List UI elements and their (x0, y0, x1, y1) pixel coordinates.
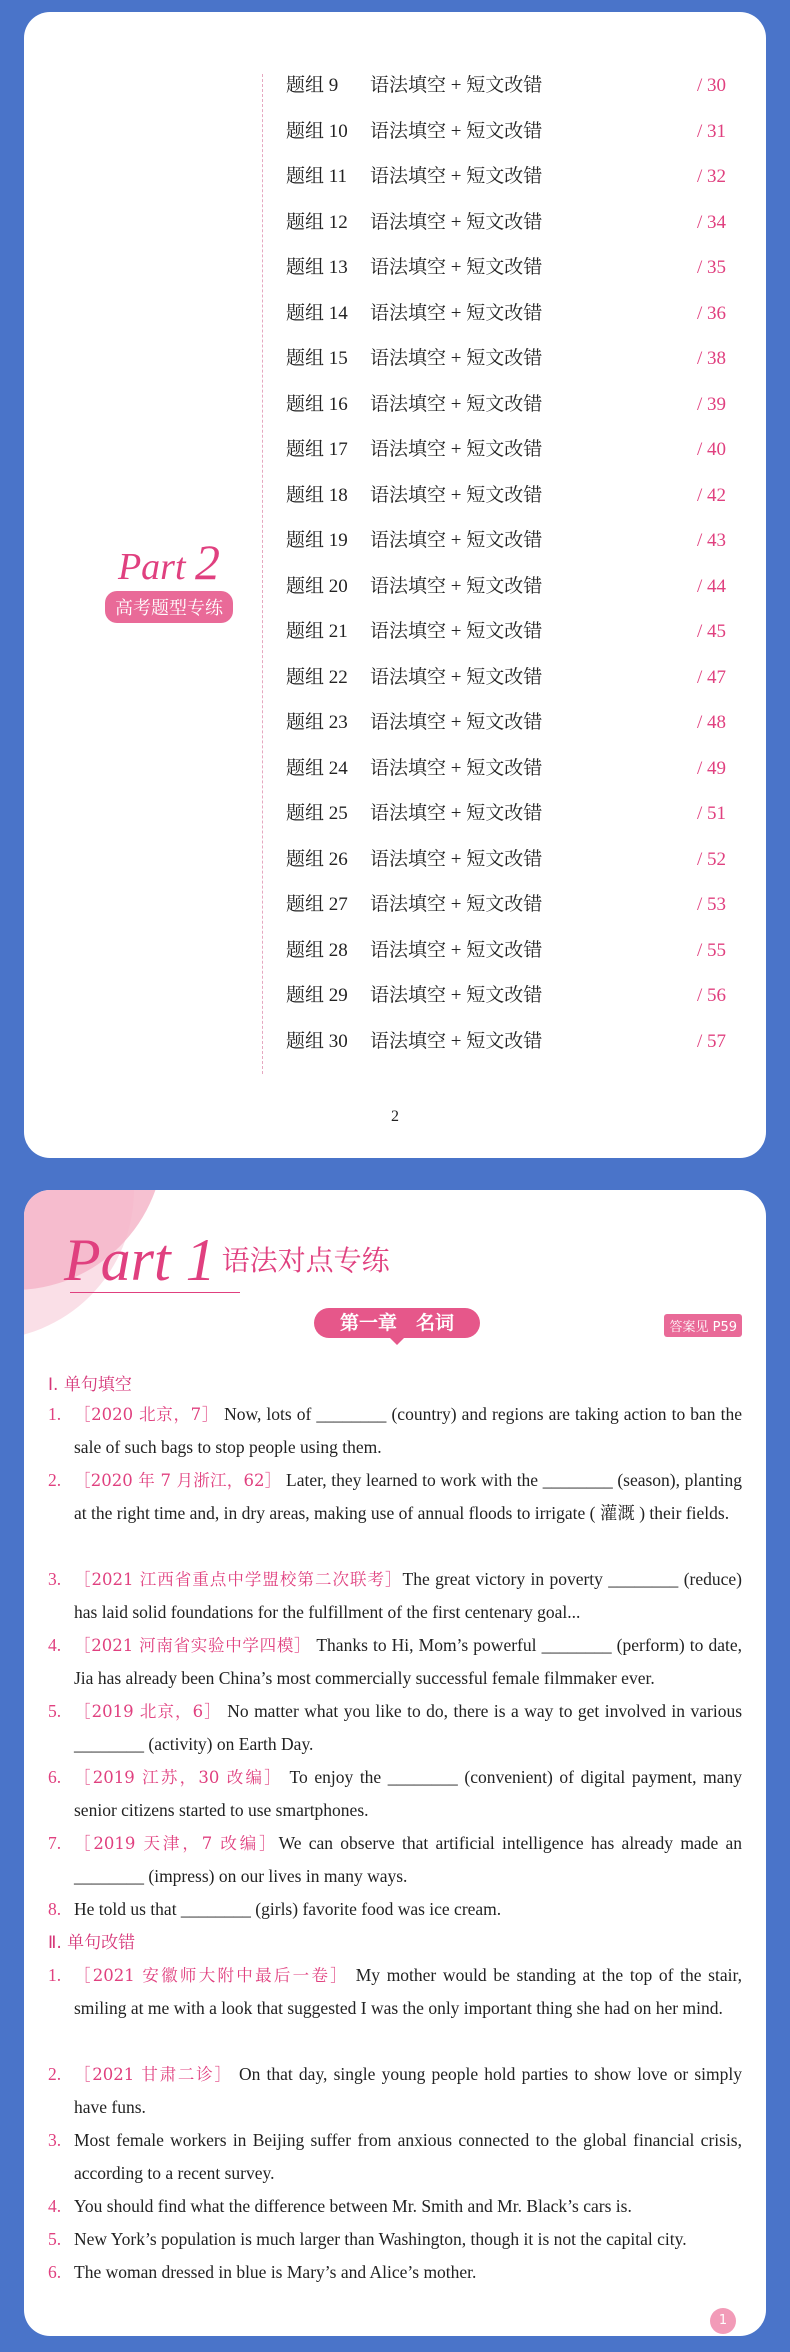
heading-rule (70, 1292, 240, 1293)
question-item (48, 2058, 742, 2124)
question-number: 5. (48, 1701, 62, 1721)
toc-id: 题组 30 (286, 1030, 348, 1052)
answer-reference: 答案见 P59 (664, 1314, 742, 1337)
question-body (74, 1761, 742, 1827)
toc-title: 语法填空 + 短文改错 (370, 985, 543, 1006)
question-number: 1. (48, 1965, 62, 1985)
toc-title: 语法填空 + 短文改错 (370, 393, 543, 415)
question-source: ［2019 北京，6］ (74, 1702, 222, 1721)
toc-id: 题组 17 (286, 439, 348, 460)
toc-id: 题组 10 (286, 120, 348, 142)
toc-title: 语法填空 + 短文改错 (370, 666, 543, 688)
toc-id: 题组 9 (286, 75, 339, 96)
toc-title: 语法填空 + 短文改错 (370, 75, 543, 96)
question-number: 4. (48, 1635, 62, 1655)
question-number: 7. (48, 1833, 62, 1853)
section-heading: Ⅰ. 单句填空 (48, 1375, 132, 1395)
toc-row[interactable] (286, 800, 726, 846)
toc-title: 语法填空 + 短文改错 (370, 439, 543, 460)
toc-page: / 52 (696, 848, 726, 870)
part2-badge (94, 534, 244, 623)
question-text: The great victory in poverty ________ (reduce) has laid solid foundations for the fulfillment of the first centenary goal... (74, 1569, 742, 1622)
toc-id: 题组 24 (286, 757, 348, 779)
question-number: 5. (48, 2229, 62, 2249)
toc-page: / 44 (696, 575, 726, 597)
question-body (74, 1464, 742, 1530)
question-body (74, 1893, 742, 1926)
question-item (48, 1893, 742, 1926)
toc-page: / 49 (696, 757, 726, 779)
toc-row[interactable] (286, 209, 726, 255)
toc-title: 语法填空 + 短文改错 (370, 166, 543, 187)
toc-row[interactable] (286, 573, 726, 619)
toc-row[interactable] (286, 755, 726, 801)
question-body (74, 2223, 742, 2256)
toc-row[interactable] (286, 664, 726, 710)
toc-row[interactable] (286, 937, 726, 983)
toc-id: 题组 29 (286, 985, 348, 1006)
toc-page: / 35 (696, 257, 726, 278)
toc-page: / 32 (696, 166, 726, 187)
toc-row[interactable] (286, 118, 726, 164)
toc-page: / 51 (696, 803, 726, 824)
toc-title: 语法填空 + 短文改错 (370, 894, 543, 915)
question-text: Now, lots of ________ (country) and regions are taking action to ban the sale of such bags to stop people using them. (74, 1404, 742, 1457)
chapter-banner: 第一章 名词 (314, 1308, 480, 1338)
toc-id: 题组 20 (286, 575, 348, 597)
toc-row[interactable] (286, 254, 726, 300)
question-item (48, 1761, 742, 1827)
toc-title: 语法填空 + 短文改错 (370, 484, 543, 506)
question-item (48, 1563, 742, 1629)
chapter-pointer (389, 1337, 405, 1345)
toc-page: / 38 (696, 348, 726, 369)
toc-page: / 56 (696, 985, 726, 1006)
toc-row[interactable] (286, 1028, 726, 1074)
question-item (48, 2223, 742, 2256)
question-source: ［2020 年 7 月浙江，62］ (74, 1471, 282, 1490)
toc-page: / 47 (696, 666, 726, 688)
toc-title: 语法填空 + 短文改错 (370, 348, 543, 369)
toc-page: / 53 (696, 894, 726, 915)
question-text: Most female workers in Beijing suffer from anxious connected to the global financial crisis, according to a recent survey. (74, 2130, 742, 2183)
toc-id: 题组 16 (286, 393, 348, 415)
toc-row[interactable] (286, 891, 726, 937)
question-text: The woman dressed in blue is Mary’s and Alice’s mother. (74, 2262, 477, 2282)
toc-row[interactable] (286, 982, 726, 1028)
toc-title: 语法填空 + 短文改错 (370, 848, 543, 870)
toc-title: 语法填空 + 短文改错 (370, 211, 543, 233)
toc-row[interactable] (286, 527, 726, 573)
toc-page: / 57 (696, 1030, 726, 1052)
toc-title: 语法填空 + 短文改错 (370, 257, 543, 278)
question-number: 6. (48, 1767, 62, 1787)
toc-row[interactable] (286, 345, 726, 391)
question-number: 2. (48, 2064, 62, 2084)
toc-title: 语法填空 + 短文改错 (370, 621, 543, 642)
toc-id: 题组 26 (286, 848, 348, 870)
toc-id: 题组 25 (286, 803, 348, 824)
toc-id: 题组 27 (286, 894, 348, 915)
question-body (74, 1563, 742, 1629)
toc-title: 语法填空 + 短文改错 (370, 712, 543, 733)
question-text: Later, they learned to work with the ________ (season), planting at the right time and, in dry areas, making use of annual floods to irrigate ( 灌溉 ) their fields. (74, 1470, 742, 1523)
toc-row[interactable] (286, 300, 726, 346)
toc-page: / 48 (696, 712, 726, 733)
question-number: 2. (48, 1470, 62, 1490)
question-source: ［2021 江西省重点中学盟校第二次联考］ (74, 1570, 403, 1589)
part2-subtitle: 高考题型专练 (105, 591, 233, 623)
toc-page: / 30 (696, 75, 726, 96)
toc-id: 题组 13 (286, 257, 348, 278)
toc-row[interactable] (286, 391, 726, 437)
section-heading: Ⅱ. 单句改错 (48, 1933, 136, 1953)
toc-id: 题组 22 (286, 666, 348, 688)
toc-id: 题组 15 (286, 348, 348, 369)
page-number: 2 (391, 1108, 399, 1125)
toc-list (286, 72, 726, 1073)
question-body (74, 2058, 742, 2124)
question-text: You should find what the difference between Mr. Smith and Mr. Black’s cars is. (74, 2196, 632, 2216)
question-body (74, 1629, 742, 1695)
toc-row[interactable] (286, 163, 726, 209)
toc-divider (262, 74, 263, 1074)
toc-row[interactable] (286, 482, 726, 528)
toc-title: 语法填空 + 短文改错 (370, 1030, 543, 1052)
toc-page: / 43 (696, 530, 726, 551)
toc-id: 题组 18 (286, 484, 348, 506)
question-number: 1. (48, 1404, 62, 1424)
question-number: 6. (48, 2262, 62, 2282)
question-text: My mother would be standing at the top of the stair, smiling at me with a look that suggested I was the only important thing she had on her mind. (74, 1965, 742, 2018)
toc-page: / 34 (696, 211, 726, 233)
question-source: ［2021 河南省实验中学四模］ (74, 1636, 312, 1655)
question-item (48, 2190, 742, 2223)
question-body (74, 2256, 742, 2289)
question-body (74, 1398, 742, 1464)
question-item (48, 2256, 742, 2289)
question-source: ［2021 甘肃二诊］ (74, 2065, 233, 2084)
toc-title: 语法填空 + 短文改错 (370, 575, 543, 597)
toc-page: / 40 (696, 439, 726, 460)
question-number: 3. (48, 1569, 62, 1589)
toc-title: 语法填空 + 短文改错 (370, 302, 543, 324)
question-item (48, 1827, 742, 1893)
question-number: 8. (48, 1899, 62, 1919)
toc-id: 题组 11 (286, 166, 348, 187)
toc-page: / 55 (696, 939, 726, 961)
question-body (74, 2124, 742, 2190)
question-text: To enjoy the ________ (convenient) of digital payment, many senior citizens started to use smartphones. (74, 1767, 742, 1820)
toc-page: / 39 (696, 393, 726, 415)
toc-title: 语法填空 + 短文改错 (370, 757, 543, 779)
question-body (74, 1827, 742, 1893)
toc-title: 语法填空 + 短文改错 (370, 803, 543, 824)
question-item (48, 1695, 742, 1761)
part1-heading (64, 1226, 390, 1295)
question-item (48, 1398, 742, 1464)
toc-id: 题组 21 (286, 621, 348, 642)
toc-title: 语法填空 + 短文改错 (370, 120, 543, 142)
question-text: Thanks to Hi, Mom’s powerful ________ (perform) to date, Jia has already been China’s most commercially successful female filmmaker ever. (74, 1635, 742, 1688)
question-text: No matter what you like to do, there is a way to get involved in various ________ (activity) on Earth Day. (74, 1701, 743, 1754)
question-text: New York’s population is much larger than Washington, though it is not the capital city. (74, 2229, 687, 2249)
toc-id: 题组 23 (286, 712, 348, 733)
toc-title: 语法填空 + 短文改错 (370, 939, 543, 961)
question-text: On that day, single young people hold parties to show love or simply have funs. (74, 2064, 742, 2117)
question-item (48, 1959, 742, 2025)
toc-page: / 42 (696, 484, 726, 506)
toc-page (24, 12, 766, 1158)
question-text: We can observe that artificial intelligence has already made an ________ (impress) on our lives in many ways. (74, 1833, 743, 1886)
toc-id: 题组 14 (286, 302, 348, 324)
toc-page: / 36 (696, 302, 726, 324)
toc-row[interactable] (286, 618, 726, 664)
part1-page (24, 1190, 766, 2336)
question-source: ［2019 江苏，30 改编］ (74, 1768, 283, 1787)
toc-id: 题组 19 (286, 530, 348, 551)
question-body (74, 1695, 742, 1761)
toc-page: / 45 (696, 621, 726, 642)
question-number: 4. (48, 2196, 62, 2216)
question-item (48, 2124, 742, 2190)
toc-page: / 31 (696, 120, 726, 142)
question-number: 3. (48, 2130, 62, 2150)
question-source: ［2020 北京，7］ (74, 1405, 220, 1424)
part1-subtitle: 语法对点专练 (221, 1244, 390, 1277)
question-body (74, 2190, 742, 2223)
toc-row[interactable] (286, 436, 726, 482)
question-source: ［2019 天津，7 改编］ (74, 1834, 279, 1853)
toc-id: 题组 28 (286, 939, 348, 961)
toc-row[interactable] (286, 72, 726, 118)
toc-id: 题组 12 (286, 211, 348, 233)
part1-title: Part 1 (64, 1227, 216, 1293)
part2-title: Part 2 (117, 534, 221, 590)
question-body (74, 1959, 742, 2025)
page-number: 1 (710, 2308, 736, 2334)
question-item (48, 1629, 742, 1695)
toc-title: 语法填空 + 短文改错 (370, 530, 543, 551)
question-source: ［2021 安徽师大附中最后一卷］ (74, 1966, 350, 1985)
question-item (48, 1464, 742, 1530)
toc-row[interactable] (286, 846, 726, 892)
question-text: He told us that ________ (girls) favorite food was ice cream. (74, 1899, 502, 1919)
toc-row[interactable] (286, 709, 726, 755)
